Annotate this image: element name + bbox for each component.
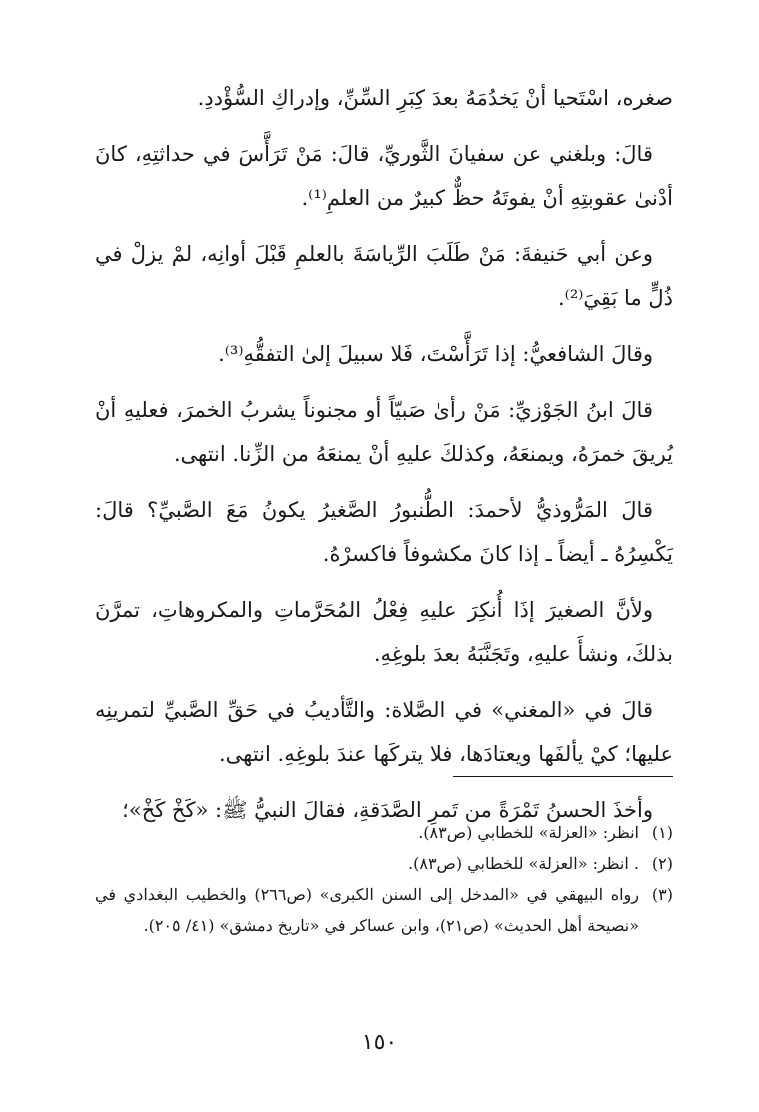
footnote-separator	[453, 776, 673, 777]
footnote-number: (٢)	[651, 854, 673, 873]
footnote-text: انظر: «العزلة» للخطابي (ص٨٣).	[418, 823, 639, 842]
paragraph-3: وعن أبي حَنيفةَ: مَنْ طَلَبَ الرِّياسَةَ بالعلمِ قَبْلَ أوانِه، لمْ يزلْ في ذُلٍّ ما بَقِيَ⁽²⁾.	[95, 242, 673, 310]
footnote-1	[95, 817, 673, 848]
footnote-2	[95, 848, 673, 879]
footnote-text: . انظر: «العزلة» للخطابي (ص٨٣).	[408, 854, 639, 873]
paragraph-1: صغره، اسْتَحيا أنْ يَخدُمَهُ بعدَ كِبَرِ السِّنِّ، وإدراكِ السُّؤْددِ.	[197, 86, 673, 110]
paragraph-4: وقالَ الشافعيُّ: إذا تَرَأَّسْتَ، فَلا سبيلَ إلىٰ التفقُّهِ⁽³⁾.	[218, 342, 653, 366]
footnote-number: (١)	[651, 823, 673, 842]
footnote-3	[95, 879, 673, 941]
page-number: ١٥٠	[361, 1030, 398, 1055]
paragraph-7: ولأنَّ الصغيرَ إذَا أُنكِرَ عليهِ فِعْلُ المُحَرَّماتِ والمكروهاتِ، تمرَّنَ بذلكَ، ونشأَ عليهِ، وتَجَنَّبَهُ بعدَ بلوغِهِ.	[95, 598, 673, 666]
paragraph-2: قالَ: وبلغني عن سفيانَ الثَّوريِّ، قالَ: مَنْ تَرَأَّسَ في حداثتِهِ، كانَ أدْنىٰ عقوبتِهِ أنْ يفوتَهُ حظٌّ كبيرٌ من العلمِ⁽¹⁾.	[95, 142, 673, 210]
footnote-number: (٣)	[651, 885, 673, 904]
paragraph-6: قالَ المَرُّوذيُّ لأحمدَ: الطُّنبورُ الصَّغيرُ يكونُ مَعَ الصَّبيِّ؟ قالَ: يَكْسِرُهُ ـ أيضاً ـ إذا كانَ مكشوفاً فاكسرْهُ.	[95, 498, 673, 566]
footnotes	[95, 817, 673, 941]
footnote-text: رواه البيهقي في «المدخل إلى السنن الكبرى» (ص٢٦٦) والخطيب البغدادي في «نصيحة أهل الحديث» (ص٢١)، وابن عساكر في «تاريخ دمشق» (٤١/ ٢٠٥).	[95, 885, 639, 935]
paragraph-8: قالَ في «المغني» في الصَّلاة: والتَّأديبُ في حَقِّ الصَّبيِّ لتمرينِه عليها؛ كيْ يألفَها ويعتادَها، فلا يتركَها عندَ بلوغِهِ. انتهى.	[95, 698, 673, 766]
paragraph-5: قالَ ابنُ الجَوْزيِّ: مَنْ رأىٰ صَبيّاً أو مجنوناً يشربُ الخمرَ، فعليهِ أنْ يُريقَ خمرَهُ، ويمنعَهُ، وكذلكَ عليهِ أنْ يمنعَهُ من الزِّنا. انتهى.	[95, 398, 673, 466]
main-text	[95, 76, 673, 844]
paragraph-9: وأخذَ الحسنُ تَمْرَةً من تَمرِ الصَّدَقةِ، فقالَ النبيُّ ﷺ: «كَخْ كَخْ»؛	[122, 798, 653, 822]
